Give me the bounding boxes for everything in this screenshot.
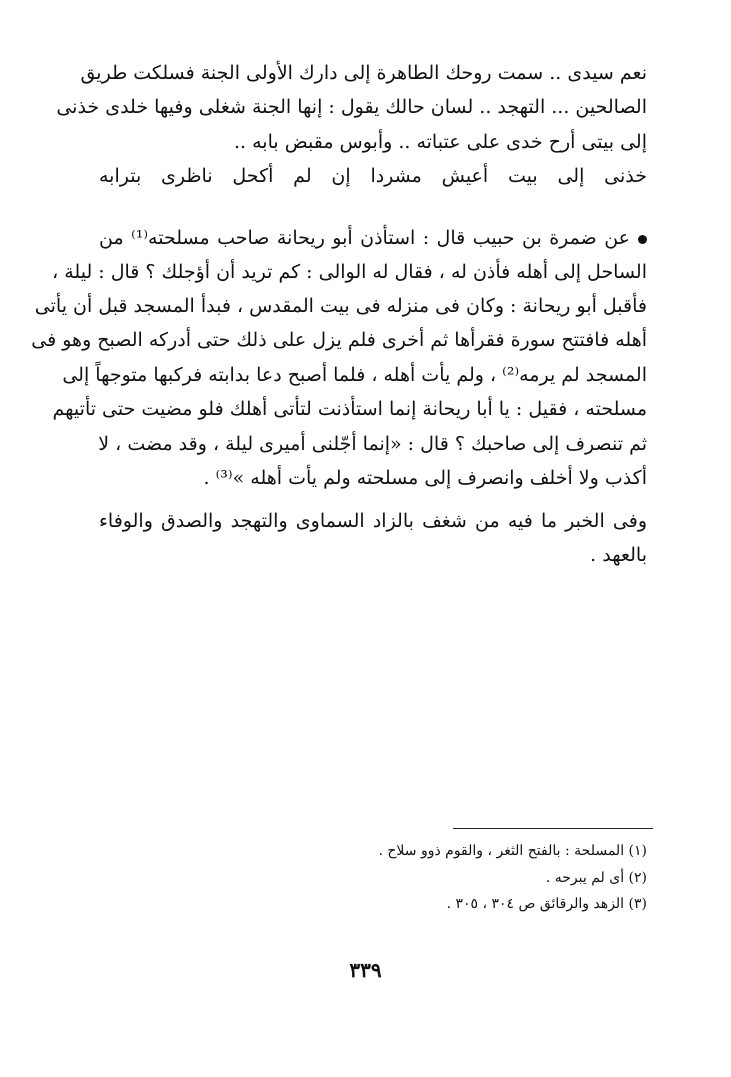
paragraph-1-line-1: نعم سيدى .. سمت روحك الطاهرة إلى دارك الأولى الجنة فسلكت طريق [80,62,647,84]
paragraph-1-line-3: إلى بيتى أرح خدى على عتباته .. وأبوس مقبض بابه .. [234,131,647,153]
footnote-2: (٢) أى لم يبرحه . [545,870,647,886]
page-number: ٣٣٩ [349,958,382,982]
paragraph-2-line-1 [99,225,647,251]
paragraph-2-line-7: ثم تنصرف إلى صاحبك ؟ قال : «إنما أجّلنى أميرى ليلة ، وقد مضت ، لا [98,433,647,455]
paragraph-3-line-2: بالعهد . [590,544,647,566]
paragraph-2-line-8: أكذب ولا أخلف وانصرف إلى مسلحته ولم يأت أهله »⁽³⁾ . [203,467,647,489]
paragraph-2-line-1-text: عن ضمرة بن حبيب قال : استأذن أبو ريحانة صاحب مسلحته⁽¹⁾ من [99,227,630,249]
paragraph-2-line-4: أهله فافتتح سورة فقرأها ثم أخرى فلم يزل على ذلك حتى أدركه الصبح وهو فى [31,329,647,351]
footnote-3: (٣) الزهد والرقائق ص ٣٠٤ ، ٣٠٥ . [446,896,647,912]
paragraph-1-line-2: الصالحين ... التهجد .. لسان حالك يقول : إنها الجنة شغلى وفيها خلدى خذنى [56,96,647,118]
footnote-1: (١) المسلحة : بالفتح الثغر ، والقوم ذوو سلاح . [378,843,647,859]
bullet-icon [638,235,647,244]
paragraph-2-line-2: الساحل إلى أهله فأذن له ، فقال له الوالى : كم تريد أن أؤجلك ؟ قال : ليلة ، [52,261,647,283]
paragraph-2-line-5: المسجد لم يرمه⁽²⁾ ، ولم يأت أهله ، فلما أصبح دعا بدابته فركبها متوجهاً إلى [62,364,647,386]
paragraph-3-line-1: وفى الخبر ما فيه من شغف بالزاد السماوى والتهجد والصدق والوفاء [99,510,647,532]
paragraph-2-line-3: فأقبل أبو ريحانة : وكان فى منزله فى بيت المقدس ، فبدأ المسجد قبل أن يأتى [34,295,647,317]
paragraph-2-line-6: مسلحته ، فقيل : يا أبا ريحانة إنما استأذنت لتأتى أهلك فلو مضيت حتى تأتيهم [52,398,647,420]
footnote-separator [453,828,653,829]
poem-verse: خذنى إلى بيت أعيش مشردا إن لم أكحل ناظرى بترابه [99,165,647,187]
